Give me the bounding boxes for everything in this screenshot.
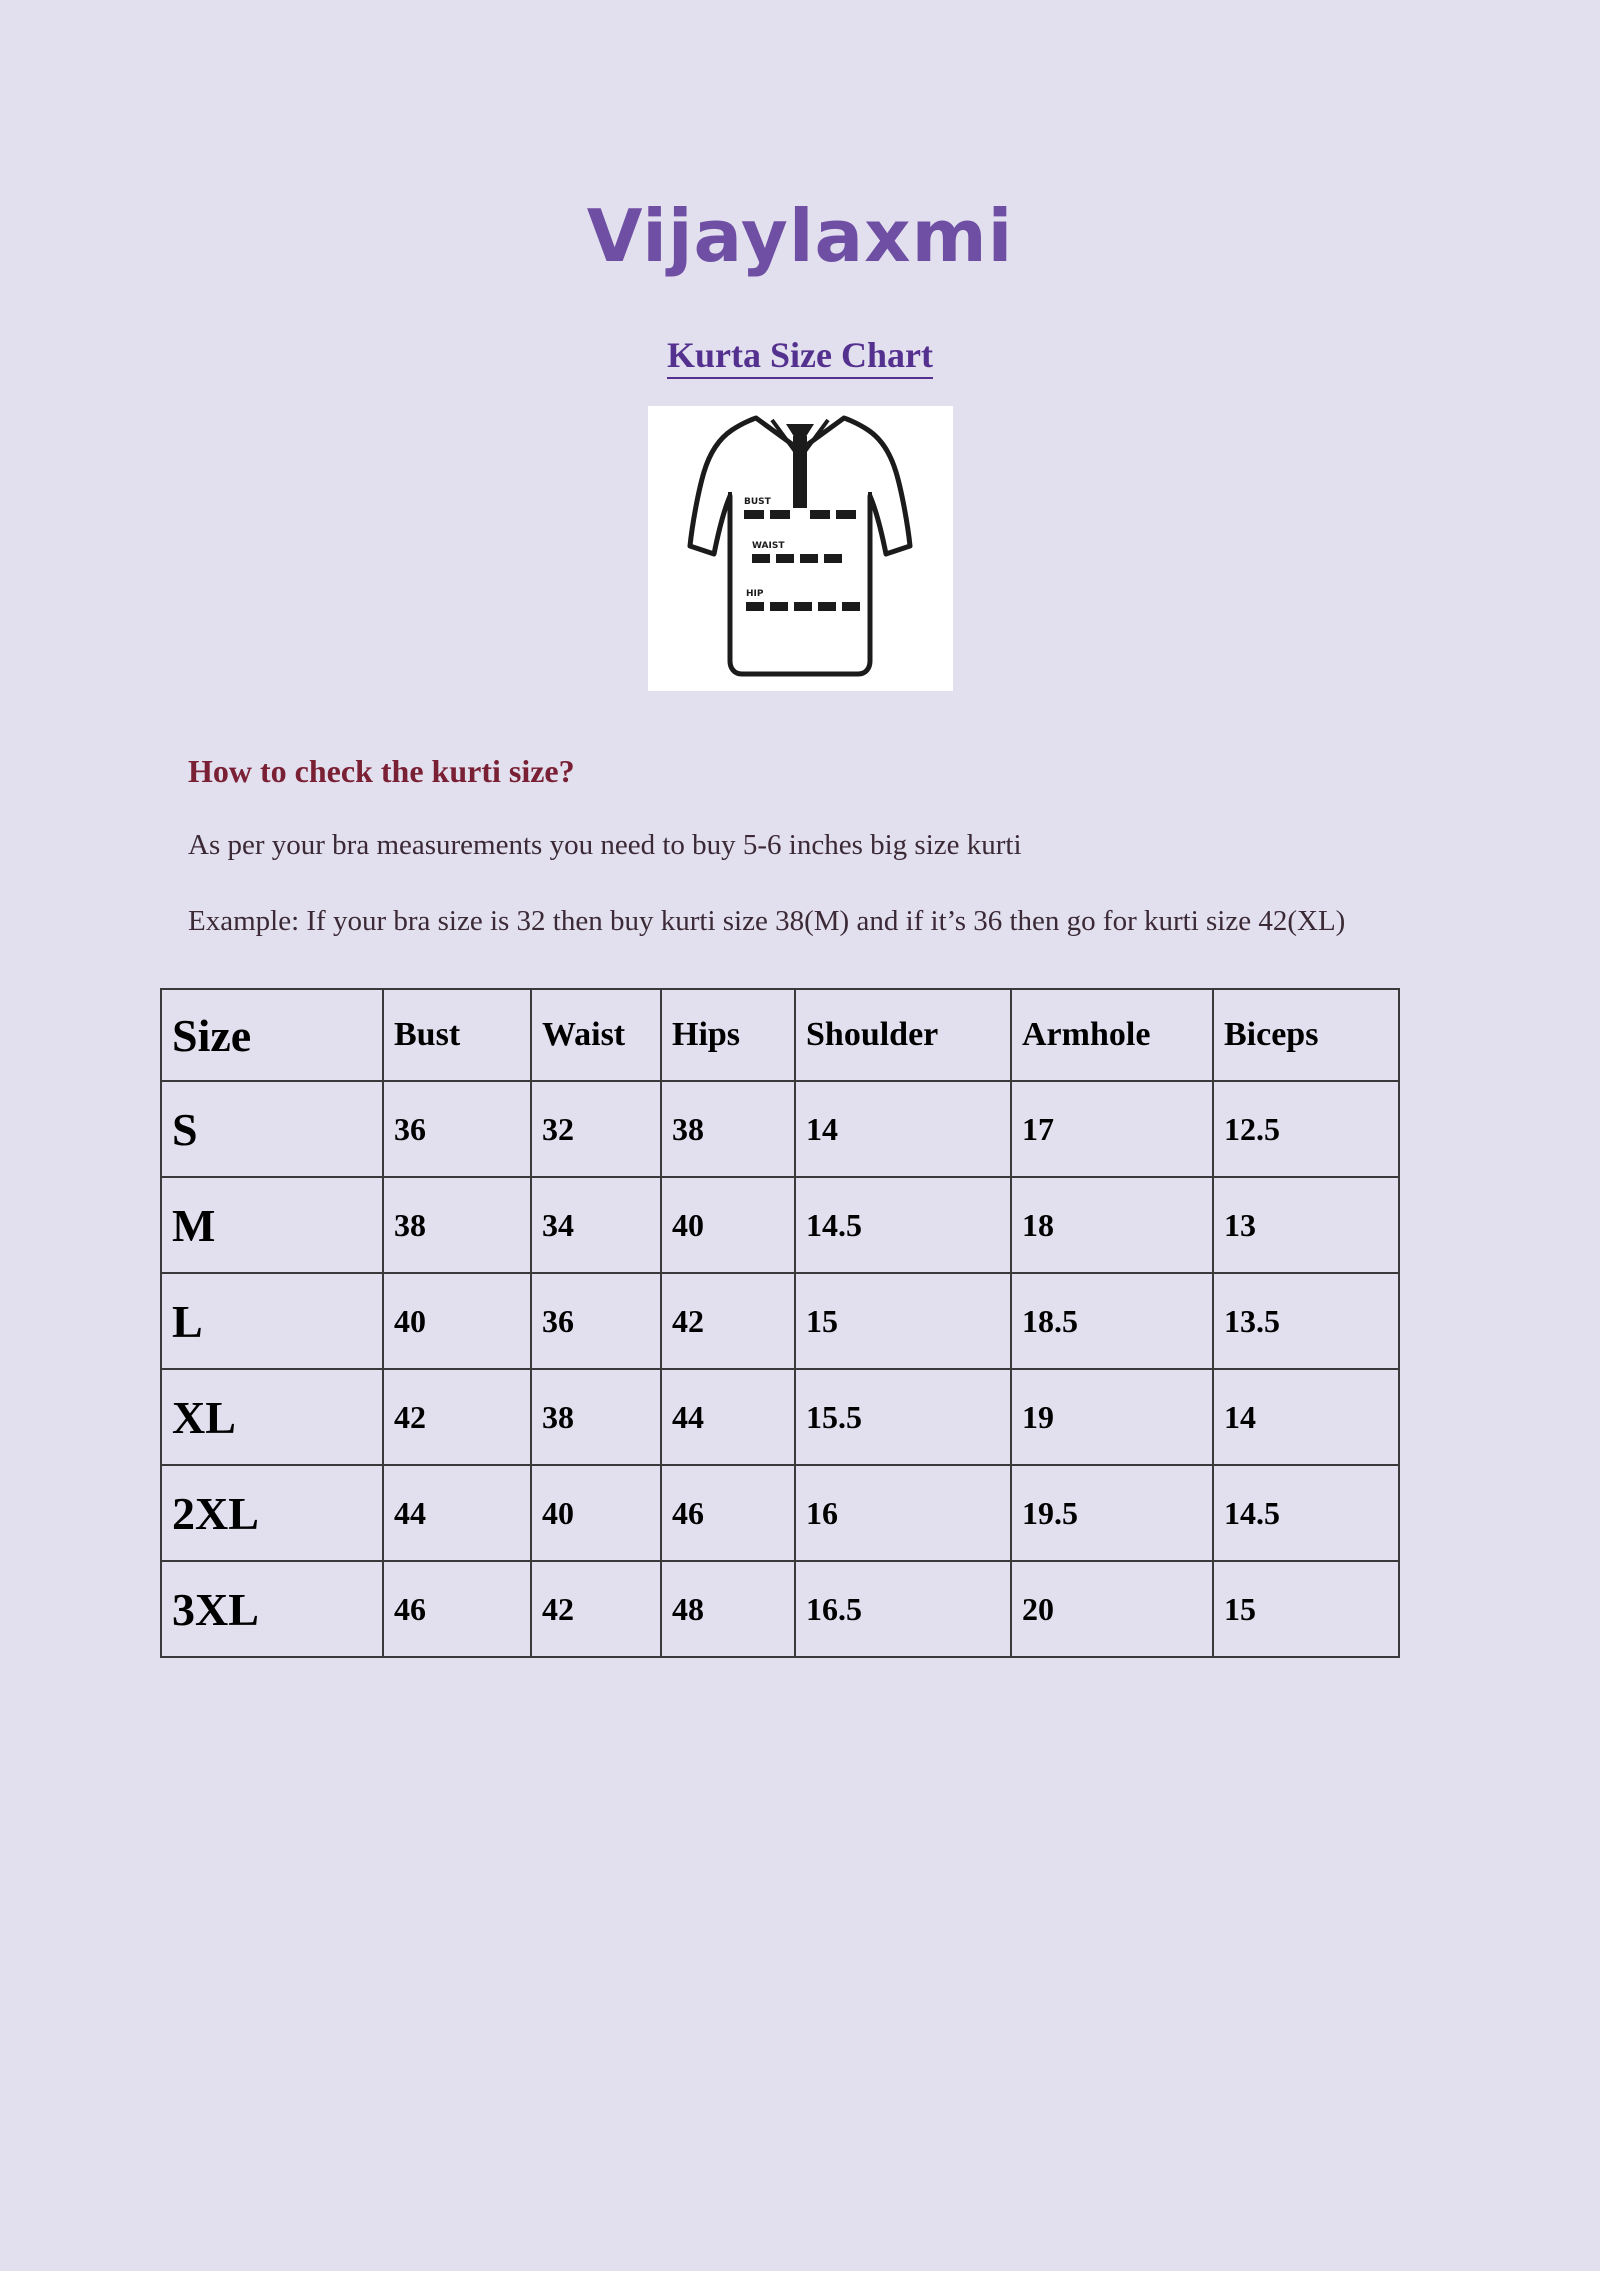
cell-waist: 38 [531, 1369, 661, 1465]
table-row [161, 1465, 1399, 1561]
kurti-measurement-diagram [648, 406, 953, 691]
cell-size: S [161, 1081, 383, 1177]
cell-biceps: 13.5 [1213, 1273, 1399, 1369]
cell-size: 3XL [161, 1561, 383, 1657]
table-row [161, 1273, 1399, 1369]
cell-hips: 42 [661, 1273, 795, 1369]
cell-shoulder: 14.5 [795, 1177, 1011, 1273]
cell-hips: 38 [661, 1081, 795, 1177]
cell-armhole: 19.5 [1011, 1465, 1213, 1561]
cell-bust: 42 [383, 1369, 531, 1465]
column-header-armhole: Armhole [1011, 989, 1213, 1081]
svg-text:HIP: HIP [745, 589, 763, 599]
cell-hips: 40 [661, 1177, 795, 1273]
cell-bust: 44 [383, 1465, 531, 1561]
table-header-row [161, 989, 1399, 1081]
cell-size: L [161, 1273, 383, 1369]
page-title-text: Kurta Size Chart [667, 335, 933, 379]
column-header-waist: Waist [531, 989, 661, 1081]
svg-text:WAIST: WAIST [751, 541, 784, 551]
column-header-hips: Hips [661, 989, 795, 1081]
size-chart-page [0, 194, 1600, 2271]
cell-size: M [161, 1177, 383, 1273]
column-header-biceps: Biceps [1213, 989, 1399, 1081]
cell-hips: 48 [661, 1561, 795, 1657]
instruction-paragraph-1: As per your bra measurements you need to buy 5-6 inches big size kurti [188, 829, 1022, 861]
howto-heading: How to check the kurti size? [188, 753, 575, 789]
cell-shoulder: 16 [795, 1465, 1011, 1561]
cell-bust: 36 [383, 1081, 531, 1177]
cell-waist: 34 [531, 1177, 661, 1273]
cell-biceps: 14.5 [1213, 1465, 1399, 1561]
cell-biceps: 13 [1213, 1177, 1399, 1273]
size-chart-table [160, 988, 1400, 1658]
figure-container [0, 406, 1600, 691]
cell-armhole: 18.5 [1011, 1273, 1213, 1369]
cell-waist: 42 [531, 1561, 661, 1657]
table-body [161, 1081, 1399, 1657]
cell-size: XL [161, 1369, 383, 1465]
cell-waist: 36 [531, 1273, 661, 1369]
page-title [0, 334, 1600, 376]
cell-bust: 46 [383, 1561, 531, 1657]
column-header-bust: Bust [383, 989, 531, 1081]
cell-waist: 32 [531, 1081, 661, 1177]
svg-text:BUST: BUST [743, 497, 771, 507]
instruction-paragraph-2: Example: If your bra size is 32 then buy kurti size 38(M) and if it’s 36 then go for kurti size 42(XL) [188, 905, 1346, 938]
cell-biceps: 14 [1213, 1369, 1399, 1465]
cell-bust: 40 [383, 1273, 531, 1369]
table-row [161, 1177, 1399, 1273]
cell-armhole: 19 [1011, 1369, 1213, 1465]
cell-shoulder: 15 [795, 1273, 1011, 1369]
cell-hips: 44 [661, 1369, 795, 1465]
cell-hips: 46 [661, 1465, 795, 1561]
column-header-size: Size [161, 989, 383, 1081]
cell-armhole: 18 [1011, 1177, 1213, 1273]
cell-waist: 40 [531, 1465, 661, 1561]
table-row [161, 1081, 1399, 1177]
table-row [161, 1369, 1399, 1465]
brand-title: Vijaylaxmi [586, 194, 1014, 278]
cell-shoulder: 16.5 [795, 1561, 1011, 1657]
cell-biceps: 15 [1213, 1561, 1399, 1657]
cell-armhole: 17 [1011, 1081, 1213, 1177]
cell-shoulder: 15.5 [795, 1369, 1011, 1465]
cell-biceps: 12.5 [1213, 1081, 1399, 1177]
cell-bust: 38 [383, 1177, 531, 1273]
cell-shoulder: 14 [795, 1081, 1011, 1177]
table-row [161, 1561, 1399, 1657]
table-header [161, 989, 1399, 1081]
cell-armhole: 20 [1011, 1561, 1213, 1657]
cell-size: 2XL [161, 1465, 383, 1561]
column-header-shoulder: Shoulder [795, 989, 1011, 1081]
